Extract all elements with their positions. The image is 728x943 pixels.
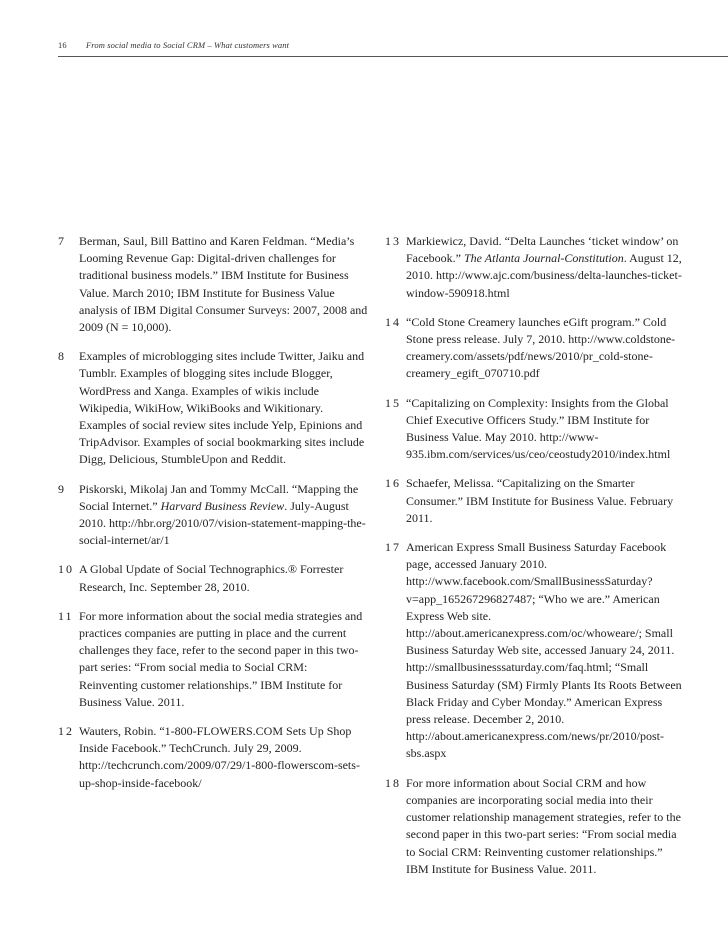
endnote-text-start: Piskorski, Mikolaj Jan and Tommy McCall. “Mapping the Social Internet.”: [79, 481, 359, 513]
endnote-text-end: . July-August 2010. http://hbr.org/2010/07/vision-statement-mapping-the-social-internet/ar/1: [79, 498, 366, 548]
endnote-text: Schaefer, Melissa. “Capitalizing on the Smarter Consumer.” IBM Institute for Business Value. February 2011.: [406, 476, 674, 525]
endnote-number: 18: [385, 775, 401, 790]
endnote-14: [385, 314, 687, 383]
endnote-13: [385, 233, 687, 302]
endnote-text: Examples of microblogging sites include Twitter, Jaiku and Tumblr. Examples of blogging sites include Blogger, WordPress and Xanga. Examples of wikis include Wikipedia, WikiHow, WikiBooks and Wikitionary. Examples of social review sites include Yelp, Epinions and TripAdvisor. Examples of social bookmarking sites include Digg, Delicious, StumbleUpon and Reddit.: [79, 349, 365, 467]
endnote-number: 14: [385, 314, 401, 329]
endnote-number: 9: [58, 481, 66, 496]
endnote-text: [406, 233, 687, 302]
endnote-18: [385, 775, 687, 878]
endnote-text: A Global Update of Social Technographics.® Forrester Research, Inc. September 28, 2010.: [79, 562, 344, 594]
endnotes-right-column: [385, 233, 687, 890]
endnote-text: For more information about Social CRM and how companies are incorporating social media into their customer relationship management strategies, refer to the second paper in this two-part series: “From social media to Social CRM: Reinventing customer relationships.” IBM Institute for Business Value. 2011.: [406, 775, 681, 876]
endnote-text: Berman, Saul, Bill Battino and Karen Feldman. “Media’s Looming Revenue Gap: Digital-driven challenges for traditional business models.” IBM Institute for Business Value. March 2010; IBM Institute for Business Value analysis of IBM Digital Consumer Surveys: 2007, 2008 and 2009 (N = 10,000).: [79, 234, 368, 335]
endnote-number: 10: [58, 562, 74, 577]
endnote-7: [58, 233, 368, 336]
endnote-number: 13: [385, 234, 401, 248]
endnote-11: [58, 608, 368, 711]
endnote-number: 8: [58, 349, 66, 364]
endnote-text: American Express Small Business Saturday Facebook page, accessed January 2010. http://www.facebook.com/SmallBusinessSaturday?v=app_165267296827487; “Who we are.” American Express Web site. http://about.americanexpress.com/oc/whoweare/; Small Business Saturday Web site, accessed January 24, 2011. http://smallbusinesssaturday.com/faq.html; “Small Business Saturday (SM) Firmly Plants Its Roots Between Black Friday and Cyber Monday.” American Express press release. December 2, 2010. http://about.americanexpress.com/news/pr/2010/post-sbs.aspx: [406, 540, 682, 761]
endnote-text: Wauters, Robin. “1-800-FLOWERS.COM Sets Up Shop Inside Facebook.” TechCrunch. July 29, 2009. http://techcrunch.com/2009/07/29/1-800-flowerscom-sets-up-shop-inside-facebook/: [79, 724, 360, 790]
endnote-number: 15: [385, 395, 401, 410]
header-divider: [58, 56, 728, 57]
endnote-8: [58, 348, 368, 468]
running-title: From social media to Social CRM – What customers want: [86, 40, 290, 50]
endnote-17: [385, 539, 687, 763]
endnote-number: 12: [58, 724, 74, 739]
running-header: [58, 40, 728, 50]
endnote-16: [385, 475, 687, 527]
endnotes-left-column: [58, 233, 368, 804]
publication-title: Harvard Business Review: [160, 498, 285, 513]
endnote-number: 7: [58, 234, 66, 248]
publication-title: The Atlanta Journal-Constitution: [463, 251, 624, 266]
endnote-text-end: . August 12, 2010. http://www.ajc.com/business/delta-launches-ticket-window-590918.html: [406, 251, 682, 300]
endnote-number: 16: [385, 476, 401, 491]
endnote-text: [79, 481, 368, 550]
endnote-12: [58, 723, 368, 792]
endnote-text: “Capitalizing on Complexity: Insights from the Global Chief Executive Officers Study.” IBM Institute for Business Value. May 2010. http://www-935.ibm.com/services/us/ceo/ceostudy2010/index.html: [406, 395, 671, 462]
endnote-10: [58, 561, 368, 595]
endnote-15: [385, 395, 687, 464]
page-number: 16: [58, 40, 67, 50]
endnote-text: For more information about the social media strategies and practices companies are putting in place and the current challenges they face, refer to the second paper in this two-part series: “From social media to Social CRM: Reinventing customer relationships.” IBM Institute for Business Value. 2011.: [79, 608, 363, 709]
endnote-text-start: Markiewicz, David. “Delta Launches ‘ticket window’ on Facebook.”: [406, 234, 679, 266]
endnote-number: 11: [58, 608, 74, 623]
endnote-number: 17: [385, 540, 401, 555]
endnote-text: “Cold Stone Creamery launches eGift program.” Cold Stone press release. July 7, 2010. http://www.coldstone-creamery.com/assets/pdf/news/2010/pr_cold-stone-creamery_egift_070710.pdf: [406, 314, 676, 381]
endnote-9: [58, 481, 368, 550]
